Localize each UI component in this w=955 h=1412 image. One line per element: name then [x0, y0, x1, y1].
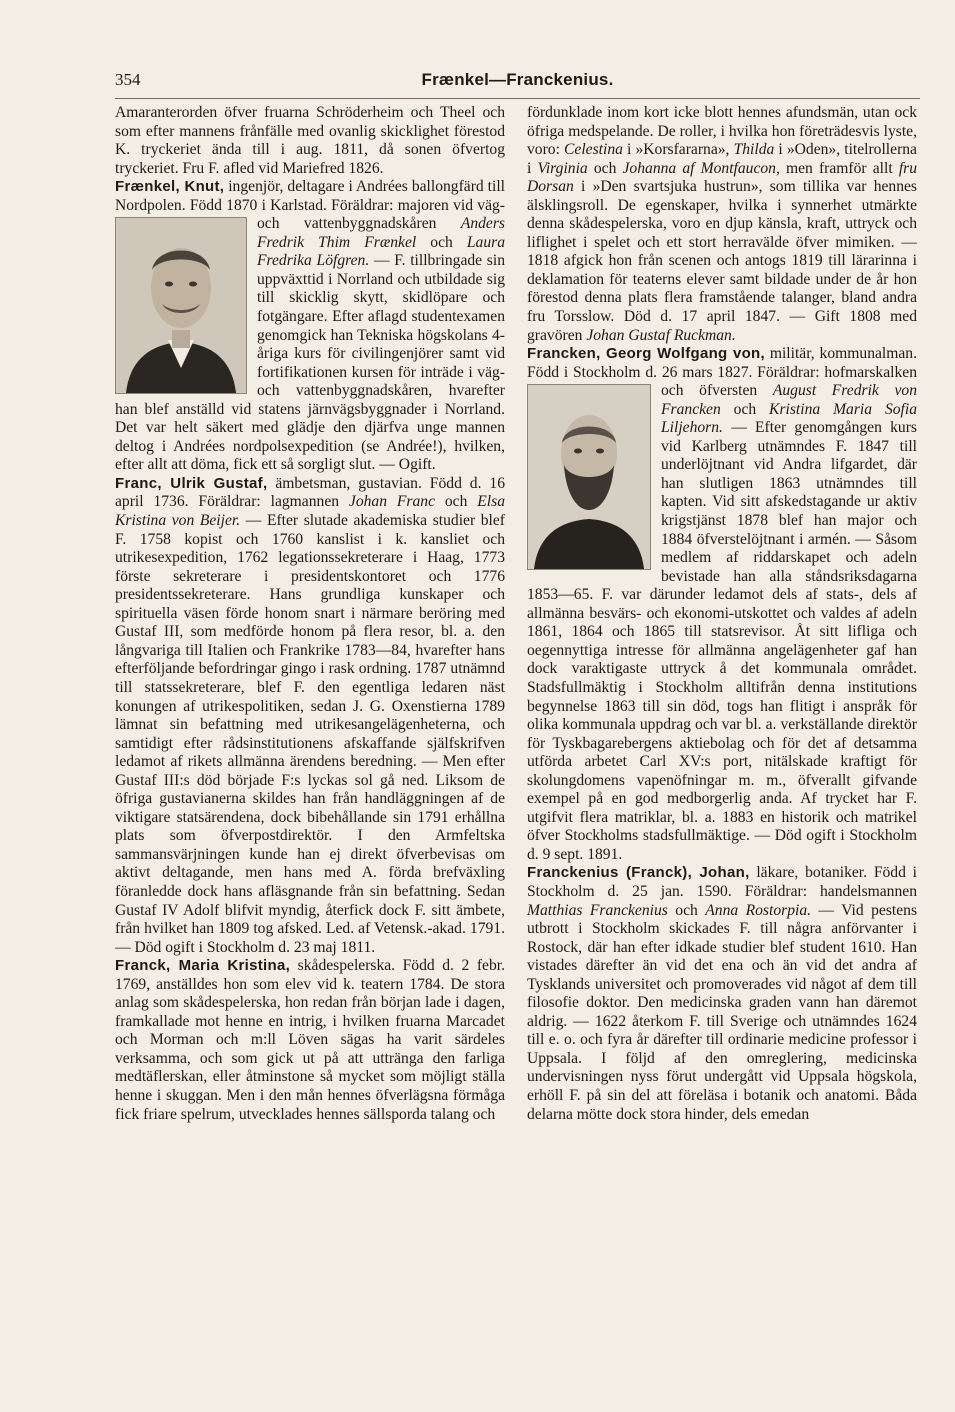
headword-fraenkel: Frænkel, Knut, — [115, 178, 225, 196]
portrait-georg-von-francken-icon — [527, 384, 651, 570]
entry-franck: Franck, Maria Kristina, skådespelerska. Född d. 2 febr. 1769, anställdes hon som elev vid k. teatern 1784. De stora anlag som skådespelerska, hon redan från början lade i dagen, framkallade mot henne en intrig, i hvilken fruarna Marcadet och Morman och m:ll Löven sägas ha varit särdeles verksamma, och som gick ut på att uttränga den farliga medtäflerskan, eller åtminstone så mycket som möjligt ställa henne i skuggan. Men i den mån hennes öfverlägsna förmåga fick friare spelrum, utvecklades hennes sällsporda talang och — [115, 957, 505, 1123]
entry-francken: Francken, Georg Wolfgang von, militär, kommunalman. Född i Stockholm d. 26 mars 1827. Föräldrar: hofmarskalken och öfversten August Fredrik von Francken och Kristina Maria Sofia Liljehorn. — Efter genomgången kurs vid Karlberg utnämndes F. 1847 till underlöjtnant vid Andra lifgardet, där han slutligen 1863 utnämndes till kapten. Vid sitt afskedstagande ur aktiv krigstjänst 1878 blef han major och 1884 öfverstelöjtnant i armén. — Såsom medlem af riddarskapet och adeln bevistade han alla ståndsriksdagarna 1853—65. F. var därunder ledamot dels af stats-, dels af allmänna besvärs- och ekonomi-utskottet och valdes af adeln 1861, 1864 och 1865 till statsrevisor. Åt sitt lifliga och oegennyttiga intresse för allmänna angelägenheter gaf han dock varaktigaste uttryck å det kommunala området. Stadsfullmäktig i Stockholm alltifrån denna institutions begynnelse 1863 till sin död, togs han flitigt i anspråk för olika kommunala uppdrag och var bl. a. verkställande direktör för Tyskbagarebergens aktiebolag och för det af detsamma utförda arbetet Carl XV:s port, nitälskade kraftigt för skolungdomens vapenöfningar m. m., öfverallt gifvande exempel på en god medborgerlig anda. Af trycket har F. utgifvit flera matriklar, bl. a. 1883 en historik och matrikel öfver Stockholms stadsfullmäktige. — Död ogift i Stockholm d. 9 sept. 1891. — [527, 345, 917, 863]
headword-francken: Francken, Georg Wolfgang von, — [527, 345, 765, 363]
entry-fraenkel: Frænkel, Knut, ingenjör, deltagare i Andrées ballongfärd till Nordpolen. Född 1870 i Karlstad. Föräldrar: majoren vid väg- och vattenbyggnadskåren Anders Fredrik Thim Frænkel och Laura Fredrika Löfgren. — F. tillbringade sin uppväxttid i Norrland och utbildade sig till skicklig skytt, skidlöpare och fotgängare. Efter aflagd studentexamen genomgick han Tekniska högskolans 4-åriga kurs för civilingenjörer samt vid fortifikationen kursen för inträde i väg- och vattenbyggnadskåren, hvarefter han blef anställd vid statens järnvägsbyggnader i Norrland. Det var helt säkert med glädje den djärfva unge mannen deltog i Andrées nordpolsexpedition (se Andrée!), hvilken, efter allt att döma, fick ett så sorgligt slut. — Ogift. — [115, 178, 505, 474]
entry-franckenius: Franckenius (Franck), Johan, läkare, botaniker. Född i Stockholm d. 25 jan. 1590. Föräldrar: handelsmannen Matthias Franckenius och Anna Rostorpia. — Vid pestens utbrott i Stockholm skickades F. till några anförvanter i Rostock, där han efter idkade studier blef student 1610. Han vistades därefter än vid det ena och än vid det andra af Tysklands universitet och promoverades vid något af dem till filosofie doktor. Den medicinska graden vann han däremot aldrig. — 1622 återkom F. till Sverige och utnämndes 1624 till e. o. och fyra år därefter till ordinarie medicine professor i Uppsala. I följd af den omreglering, medicinska undervisningen nyss förut undergått vid Uppsala högskola, erhöll F. på sin del att föreläsa i botanik och anatomi. Båda delarna mötte dock stora hinder, dels emedan — [527, 864, 918, 1123]
continuation-paragraph: Amaranterorden öfver fruarna Schröderheim och Theel och som efter mannens frånfälle med ovanlig skicklighet förestod K. tryckeriet ända till i aug. 1811, då sonen öfvertog tryckeriet. Fru F. afled vid Mariefred 1826. — [115, 104, 505, 177]
headword-franckenius: Franckenius (Franck), Johan, — [527, 864, 750, 882]
headword-franc: Franc, Ulrik Gustaf, — [115, 474, 268, 492]
headword-franck: Franck, Maria Kristina, — [115, 957, 291, 975]
left-column — [115, 104, 505, 1124]
right-column — [527, 104, 917, 1124]
header-rule — [115, 98, 920, 99]
page-header — [115, 70, 920, 94]
portrait-knut-fraenkel-icon — [115, 217, 247, 394]
entry-franc: Franc, Ulrik Gustaf, ämbetsman, gustavian. Född d. 16 april 1736. Föräldrar: lagmannen Johan Franc och Elsa Kristina von Beijer. — Efter slutade akademiska studier blef F. 1758 kopist och 1760 kanslist i k. kansliet och utrikesexpedition, 1762 legationssekreterare i Haag, 1773 förste sekreterare i presidentskontoret och 1776 presidentssekreterare. Hans grundliga kunskaper och spirituella väsen förde honom snart i närmare beröring med Gustaf III, som medförde honom på flera resor, bl. a. den långvariga till Italien och Frankrike 1783—84, hvarefter hans efterföljande befordringar gingo i rask ordning. 1787 utnämnd till statssekreterare, blef F. den egentliga ledaren näst konungen af utrikespolitiken, sedan J. G. Oxenstierna 1789 lämnat sin befattning med utrikesangelägenheterna, och samtidigt efter rådsinstitutionens afskaffande själfskrifven ledamot af rikets allmänna ärendens beredning. — Men efter Gustaf III:s död började F:s lyckas sol gå ned. Liksom de öfriga gustavianerna skildes han från handläggningen af de viktigare statsärendena, dock bibehållande sin 1791 erhållna plats som öfverpostdirektör. I den Armfeltska sammansvärjningen kunde han ej direkt öfverbevisas om aktivt deltagande, men hans med A. förda brefväxling föranledde dock hans afläsgnande från sin befattning. Sedan Gustaf IV Adolf blifvit myndig, återfick dock F. sitt ämbete, från hvilket han 1809 tog afsked. Led. af Vetensk.-akad. 1791. — Död ogift i Stockholm d. 23 maj 1811. — [115, 474, 506, 956]
page-number: 354 — [115, 70, 141, 89]
franck-continuation: fördunklade inom kort icke blott hennes afundsmän, utan ock öfriga medspelande. De roller, i hvilka hon företrädesvis lyste, voro: Celestina i »Korsfararna», Thilda i »Oden», titelrollerna i Virginia och Johanna af Montfaucon, men framför allt fru Dorsan i »Den svartsjuka hustrun», som tillika var hennes älsklingsroll. De egenskaper, hvilka i synnerhet utmärkte denna skådespelerska, voro en djup känsla, kraft, uttryck och liflighet i spelet och ett stort herravälde öfver mimiken. — 1818 afgick hon från scenen och antogs 1819 till lärarinna i deklamation för teaterns elever samt bildade under de år hon förestod denna plats flera framstående talanger, bland andra fru Torsslow. Död d. 17 april 1847. — Gift 1808 med gravören Johan Gustaf Ruckman. — [527, 104, 918, 344]
running-head: Frænkel—Franckenius. — [421, 70, 614, 89]
